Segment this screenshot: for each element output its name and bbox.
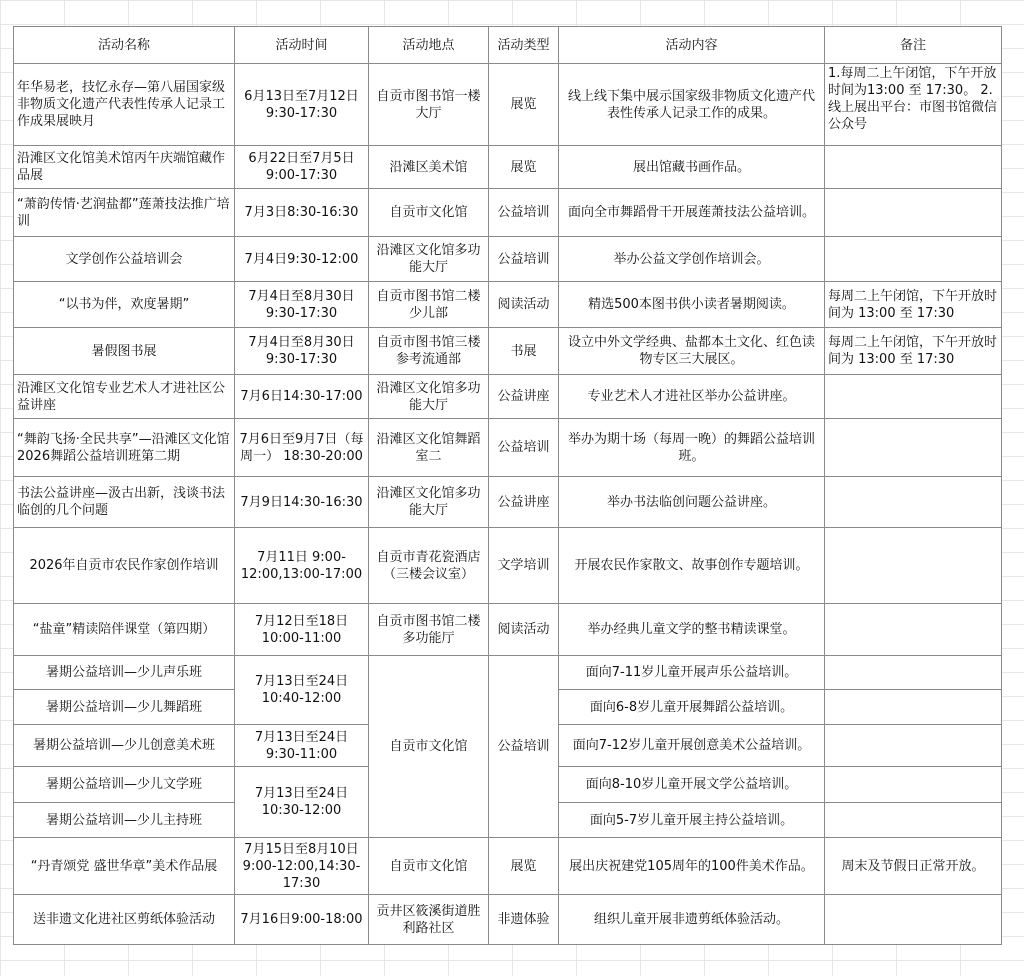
table-row xyxy=(14,528,1002,604)
cell-content[interactable]: 举办公益文学创作培训会。 xyxy=(559,237,825,282)
cell-type[interactable]: 展览 xyxy=(489,146,559,189)
cell-place[interactable]: 贡井区筱溪街道胜利路社区 xyxy=(369,895,489,945)
cell-type[interactable]: 文学培训 xyxy=(489,528,559,604)
cell-note[interactable]: 每周二上午闭馆，下午开放时间为 13:00 至 17:30 xyxy=(825,328,1002,375)
cell-name[interactable]: 2026年自贡市农民作家创作培训 xyxy=(14,528,235,604)
table-row xyxy=(14,328,1002,375)
cell-content[interactable]: 面向全市舞蹈骨干开展莲萧技法公益培训。 xyxy=(559,189,825,237)
cell-type[interactable]: 非遗体验 xyxy=(489,895,559,945)
cell-name[interactable]: “舞韵飞扬·全民共享”—沿滩区文化馆2026舞蹈公益培训班第二期 xyxy=(14,419,235,477)
cell-time[interactable]: 7月16日9:00-18:00 xyxy=(235,895,369,945)
cell-time[interactable]: 6月22日至7月5日 9:00-17:30 xyxy=(235,146,369,189)
cell-time[interactable]: 7月13日至24日 9:30-11:00 xyxy=(235,725,369,767)
table-row xyxy=(14,838,1002,895)
cell-time[interactable]: 7月3日8:30-16:30 xyxy=(235,189,369,237)
cell-type[interactable]: 公益培训 xyxy=(489,419,559,477)
cell-type[interactable]: 公益讲座 xyxy=(489,477,559,528)
cell-type[interactable]: 阅读活动 xyxy=(489,604,559,656)
cell-time[interactable]: 7月15日至8月10日 9:00-12:00,14:30-17:30 xyxy=(235,838,369,895)
cell-note-text: 1.每周二上午闭馆，下午开放时间为13:00 至 17:30。 2.线上展出平台：市图书馆微信公众号 xyxy=(828,66,998,132)
cell-note[interactable] xyxy=(825,528,1002,604)
cell-note[interactable] xyxy=(825,419,1002,477)
cell-note[interactable]: 每周二上午闭馆，下午开放时间为 13:00 至 17:30 xyxy=(825,282,1002,328)
cell-note[interactable] xyxy=(825,690,1002,725)
header-cell-type[interactable]: 活动类型 xyxy=(489,27,559,64)
cell-content[interactable]: 面向5-7岁儿童开展主持公益培训。 xyxy=(559,803,825,838)
cell-note[interactable] xyxy=(825,189,1002,237)
cell-note[interactable] xyxy=(825,725,1002,767)
header-cell-content[interactable]: 活动内容 xyxy=(559,27,825,64)
cell-place[interactable]: 自贡市图书馆二楼少儿部 xyxy=(369,282,489,328)
cell-note[interactable] xyxy=(825,64,1002,146)
table-row xyxy=(14,375,1002,419)
cell-name[interactable]: “以书为伴，欢度暑期” xyxy=(14,282,235,328)
cell-note[interactable] xyxy=(825,146,1002,189)
cell-place[interactable]: 沿滩区美术馆 xyxy=(369,146,489,189)
cell-content[interactable]: 举办经典儿童文学的整书精读课堂。 xyxy=(559,604,825,656)
table-row xyxy=(14,237,1002,282)
header-cell-place[interactable]: 活动地点 xyxy=(369,27,489,64)
cell-type[interactable]: 展览 xyxy=(489,64,559,146)
cell-time[interactable]: 7月4日至8月30日 9:30-17:30 xyxy=(235,328,369,375)
cell-content[interactable]: 举办为期十场（每周一晚）的舞蹈公益培训班。 xyxy=(559,419,825,477)
cell-name[interactable]: “盐童”精读陪伴课堂（第四期） xyxy=(14,604,235,656)
header-cell-note[interactable]: 备注 xyxy=(825,27,1002,64)
cell-content[interactable]: 面向7-11岁儿童开展声乐公益培训。 xyxy=(559,656,825,690)
cell-type[interactable]: 公益讲座 xyxy=(489,375,559,419)
cell-note[interactable] xyxy=(825,237,1002,282)
cell-time-merged[interactable]: 7月13日至24日 10:30-12:00 xyxy=(235,767,369,838)
cell-type[interactable]: 书展 xyxy=(489,328,559,375)
cell-name[interactable]: “丹青颂党 盛世华章”美术作品展 xyxy=(14,838,235,895)
table-row xyxy=(14,189,1002,237)
cell-time[interactable]: 7月6日14:30-17:00 xyxy=(235,375,369,419)
cell-time[interactable]: 7月11日 9:00-12:00,13:00-17:00 xyxy=(235,528,369,604)
cell-time[interactable]: 7月12日至18日 10:00-11:00 xyxy=(235,604,369,656)
cell-content[interactable]: 面向7-12岁儿童开展创意美术公益培训。 xyxy=(559,725,825,767)
table-row xyxy=(14,282,1002,328)
cell-name[interactable]: 书法公益讲座—汲古出新，浅谈书法临创的几个问题 xyxy=(14,477,235,528)
cell-place[interactable]: 沿滩区文化馆多功能大厅 xyxy=(369,375,489,419)
events-table xyxy=(13,26,1002,945)
cell-content[interactable]: 面向8-10岁儿童开展文学公益培训。 xyxy=(559,767,825,803)
cell-note[interactable] xyxy=(825,803,1002,838)
cell-time[interactable]: 7月4日9:30-12:00 xyxy=(235,237,369,282)
cell-note[interactable] xyxy=(825,767,1002,803)
cell-name[interactable]: 文学创作公益培训会 xyxy=(14,237,235,282)
cell-place[interactable]: 自贡市图书馆二楼多功能厅 xyxy=(369,604,489,656)
cell-note[interactable] xyxy=(825,477,1002,528)
cell-name[interactable]: 沿滩区文化馆美术馆丙午庆端馆藏作品展 xyxy=(14,146,235,189)
cell-time[interactable]: 6月13日至7月12日 9:30-17:30 xyxy=(235,64,369,146)
cell-content[interactable]: 组织儿童开展非遗剪纸体验活动。 xyxy=(559,895,825,945)
cell-content[interactable]: 展出庆祝建党105周年的100件美术作品。 xyxy=(559,838,825,895)
cell-content[interactable]: 举办书法临创问题公益讲座。 xyxy=(559,477,825,528)
cell-type[interactable]: 公益培训 xyxy=(489,237,559,282)
cell-content[interactable]: 专业艺术人才进社区举办公益讲座。 xyxy=(559,375,825,419)
header-row xyxy=(14,27,1002,64)
cell-place-merged[interactable]: 自贡市文化馆 xyxy=(369,656,489,838)
table-row xyxy=(14,477,1002,528)
cell-type[interactable]: 公益培训 xyxy=(489,189,559,237)
cell-name[interactable]: “萧韵传情·艺润盐都”莲萧技法推广培训 xyxy=(14,189,235,237)
table-row xyxy=(14,604,1002,656)
cell-place[interactable]: 沿滩区文化馆多功能大厅 xyxy=(369,477,489,528)
cell-type[interactable]: 阅读活动 xyxy=(489,282,559,328)
cell-name[interactable]: 年华易老，技忆永存—第八届国家级非物质文化遗产代表性传承人记录工作成果展映月 xyxy=(14,64,235,146)
cell-name[interactable]: 送非遗文化进社区剪纸体验活动 xyxy=(14,895,235,945)
cell-note[interactable]: 周末及节假日正常开放。 xyxy=(825,838,1002,895)
cell-place[interactable]: 沿滩区文化馆舞蹈室二 xyxy=(369,419,489,477)
cell-content[interactable]: 开展农民作家散文、故事创作专题培训。 xyxy=(559,528,825,604)
cell-content[interactable]: 面向6-8岁儿童开展舞蹈公益培训。 xyxy=(559,690,825,725)
header-cell-name[interactable]: 活动名称 xyxy=(14,27,235,64)
cell-place[interactable]: 自贡市文化馆 xyxy=(369,189,489,237)
table-row xyxy=(14,64,1002,146)
cell-time[interactable]: 7月9日14:30-16:30 xyxy=(235,477,369,528)
cell-time[interactable]: 7月6日至9月7日（每周一） 18:30-20:00 xyxy=(235,419,369,477)
cell-name[interactable]: 暑期公益培训—少儿创意美术班 xyxy=(14,725,235,767)
cell-place[interactable]: 自贡市文化馆 xyxy=(369,838,489,895)
cell-type-merged[interactable]: 公益培训 xyxy=(489,656,559,838)
cell-note[interactable] xyxy=(825,375,1002,419)
cell-note[interactable] xyxy=(825,604,1002,656)
cell-time-merged[interactable]: 7月13日至24日 10:40-12:00 xyxy=(235,656,369,725)
table-row xyxy=(14,656,1002,690)
cell-content[interactable]: 展出馆藏书画作品。 xyxy=(559,146,825,189)
cell-name[interactable]: 暑假图书展 xyxy=(14,328,235,375)
cell-time[interactable]: 7月4日至8月30日 9:30-17:30 xyxy=(235,282,369,328)
table-row xyxy=(14,895,1002,945)
header-cell-time[interactable]: 活动时间 xyxy=(235,27,369,64)
cell-name[interactable]: 暑期公益培训—少儿舞蹈班 xyxy=(14,690,235,725)
cell-place[interactable]: 沿滩区文化馆多功能大厅 xyxy=(369,237,489,282)
cell-type[interactable]: 展览 xyxy=(489,838,559,895)
cell-name[interactable]: 沿滩区文化馆专业艺术人才进社区公益讲座 xyxy=(14,375,235,419)
cell-name[interactable]: 暑期公益培训—少儿声乐班 xyxy=(14,656,235,690)
cell-place[interactable]: 自贡市图书馆一楼大厅 xyxy=(369,64,489,146)
cell-place[interactable]: 自贡市图书馆三楼参考流通部 xyxy=(369,328,489,375)
table-row xyxy=(14,419,1002,477)
cell-note[interactable] xyxy=(825,656,1002,690)
cell-place[interactable]: 自贡市青花瓷酒店 （三楼会议室） xyxy=(369,528,489,604)
cell-name[interactable]: 暑期公益培训—少儿主持班 xyxy=(14,803,235,838)
cell-content[interactable]: 线上线下集中展示国家级非物质文化遗产代表性传承人记录工作的成果。 xyxy=(559,64,825,146)
cell-name[interactable]: 暑期公益培训—少儿文学班 xyxy=(14,767,235,803)
cell-content[interactable]: 精选500本图书供小读者暑期阅读。 xyxy=(559,282,825,328)
cell-note[interactable] xyxy=(825,895,1002,945)
cell-content[interactable]: 设立中外文学经典、盐都本土文化、红色读物专区三大展区。 xyxy=(559,328,825,375)
table-row xyxy=(14,146,1002,189)
